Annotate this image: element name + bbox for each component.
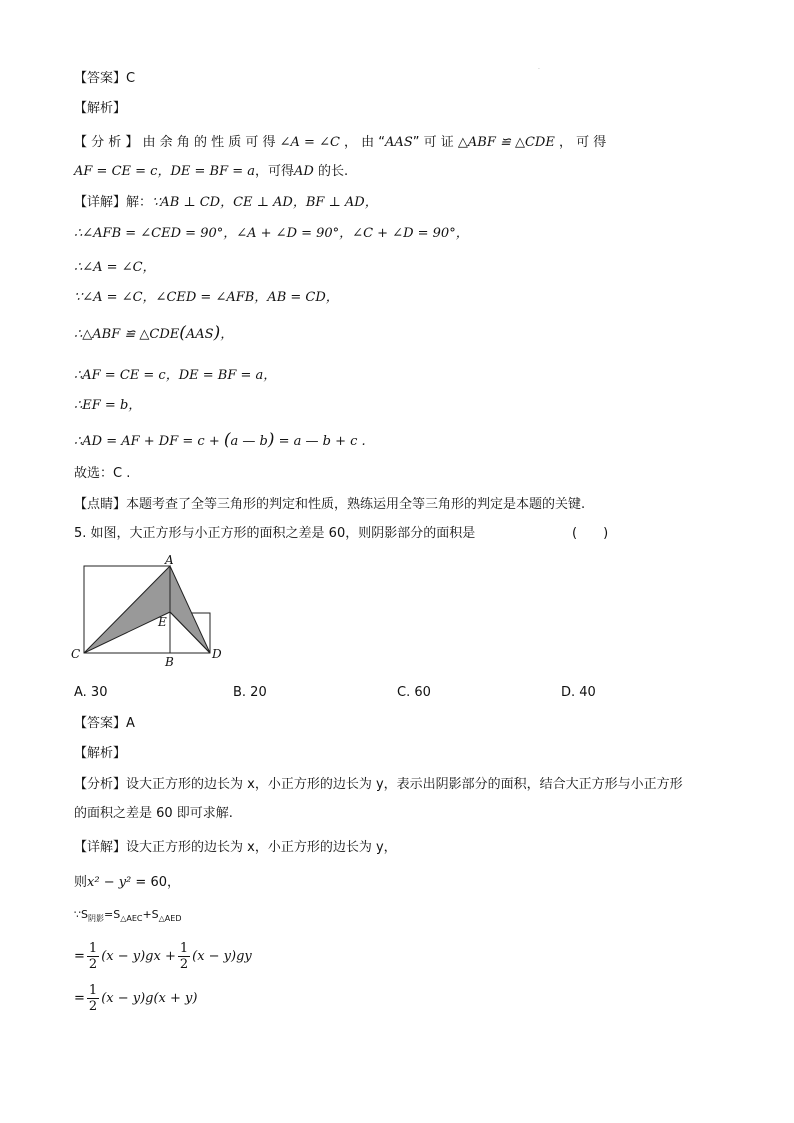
label-c: C	[71, 647, 81, 661]
fraction-half: $\frac{1}{2}$	[88, 941, 98, 972]
option-c: C. 60	[397, 685, 431, 700]
fraction-half: $\frac{1}{2}$	[179, 941, 189, 972]
fenxi-line-1: 【 分 析 】 由 余 角 的 性 质 可 得 ∠A = ∠C ， 由 “AAS” 可 证 △ABF ≌ △CDE ， 可 得	[74, 135, 607, 150]
analysis-5-label: 【解析】	[74, 746, 127, 761]
detail-line-7: ∴EF = b，	[74, 398, 142, 413]
shaded-triangle-aec	[84, 566, 170, 653]
option-d: D. 40	[561, 685, 596, 700]
label-a: A	[165, 553, 174, 567]
label-d: D	[212, 647, 222, 661]
stray-mark: .	[538, 64, 540, 71]
fenxi-5-line-1: 【分析】设大正方形的边长为 x，小正方形的边长为 y，表示出阴影部分的面积，结合大正方形与小正方形	[74, 777, 683, 792]
answer-5-line: 【答案】A	[74, 716, 135, 731]
question-5-paren: ( )	[572, 526, 609, 541]
fraction-half: $\frac{1}{2}$	[88, 983, 98, 1014]
analysis-label: 【解析】	[74, 101, 127, 116]
fenxi-5-line-2: 的面积之差是 60 即可求解.	[74, 806, 233, 821]
detail-line-3: ∴∠A = ∠C，	[74, 260, 156, 275]
question-5: 5. 如图，大正方形与小正方形的面积之差是 60，则阴影部分的面积是	[74, 526, 476, 541]
option-a: A. 30	[74, 685, 108, 700]
comment-line: 【点睛】本题考查了全等三角形的判定和性质，熟练运用全等三角形的判定是本题的关键.	[74, 497, 586, 512]
option-b: B. 20	[233, 685, 267, 700]
detail-5-line-3: $\because S_{阴影}=S_{\triangle AEC}+S_{\triangle AED}$	[74, 908, 182, 924]
detail-5-line-2: 则x² − y² = 60，	[74, 875, 180, 890]
fenxi-line-2: AF = CE = c，DE = BF = a，可得AD 的长.	[74, 164, 349, 179]
label-b: B	[165, 655, 174, 669]
detail-line-2: ∴∠AFB = ∠CED = 90°，∠A + ∠D = 90°，∠C + ∠D = 90°，	[74, 226, 469, 241]
detail-line-4: ∵∠A = ∠C，∠CED = ∠AFB，AB = CD，	[74, 290, 339, 305]
detail-line-8: ∴AD = AF + DF = c + (a — b) = a — b + c .	[74, 430, 366, 450]
shaded-triangle-aed	[170, 566, 210, 653]
detail-5-line-1: 【详解】设大正方形的边长为 x，小正方形的边长为 y，	[74, 840, 397, 855]
detail-5-line-4: = $\frac{1}{2}$ (x − y)gx + $\frac{1}{2}$ (x − y)gy	[74, 941, 252, 972]
label-e: E	[158, 615, 167, 629]
detail-5-line-5: = $\frac{1}{2}$ (x − y)g(x + y)	[74, 983, 198, 1014]
detail-line-1: 【详解】解：∵AB ⊥ CD，CE ⊥ AD，BF ⊥ AD，	[74, 195, 378, 210]
detail-line-6: ∴AF = CE = c，DE = BF = a，	[74, 368, 277, 383]
geometry-figure	[68, 552, 228, 674]
choose-line: 故选：C .	[74, 466, 131, 481]
detail-line-5: ∴△ABF ≌ △CDE(AAS)，	[74, 323, 234, 343]
answer-line: 【答案】C	[74, 71, 136, 86]
